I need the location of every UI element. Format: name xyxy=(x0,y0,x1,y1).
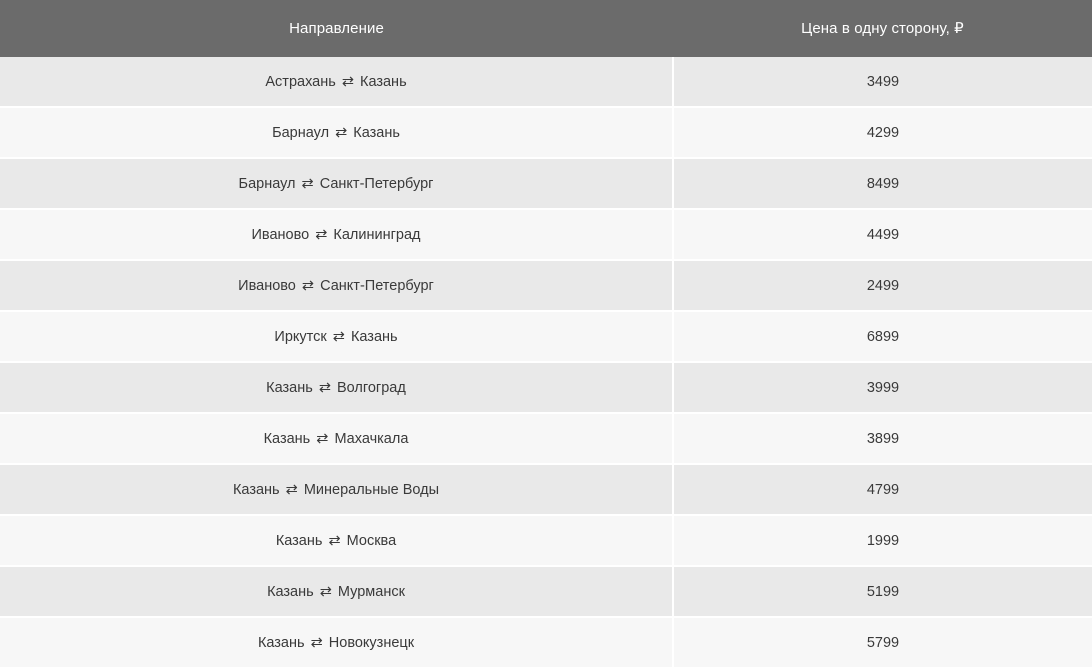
cell-direction xyxy=(0,362,673,413)
bidirectional-arrow-icon: ⇄ xyxy=(332,328,345,345)
origin-city: Казань xyxy=(257,634,305,651)
destination-city: Новокузнецк xyxy=(328,634,415,651)
bidirectional-arrow-icon: ⇄ xyxy=(335,124,348,141)
table-body xyxy=(0,57,1092,668)
table-row xyxy=(0,209,1092,260)
bidirectional-arrow-icon: ⇄ xyxy=(328,532,341,549)
table-header xyxy=(0,0,1092,57)
table-row xyxy=(0,260,1092,311)
cell-direction xyxy=(0,260,673,311)
cell-price: 2499 xyxy=(673,260,1092,311)
cell-price: 5799 xyxy=(673,617,1092,668)
origin-city: Казань xyxy=(266,379,313,396)
cell-price: 6899 xyxy=(673,311,1092,362)
origin-city: Иркутск xyxy=(274,328,327,345)
table-row xyxy=(0,413,1092,464)
destination-city: Мурманск xyxy=(337,583,405,600)
column-header-price: Цена в одну сторону, ₽ xyxy=(673,0,1092,57)
origin-city: Барнаул xyxy=(238,175,296,192)
bidirectional-arrow-icon: ⇄ xyxy=(310,634,323,651)
cell-price: 4499 xyxy=(673,209,1092,260)
cell-price: 8499 xyxy=(673,158,1092,209)
cell-direction xyxy=(0,209,673,260)
cell-price: 4799 xyxy=(673,464,1092,515)
destination-city: Казань xyxy=(360,73,407,90)
cell-price: 3499 xyxy=(673,57,1092,107)
table-row xyxy=(0,566,1092,617)
cell-direction xyxy=(0,311,673,362)
table-row xyxy=(0,515,1092,566)
cell-direction xyxy=(0,617,673,668)
table-row xyxy=(0,311,1092,362)
column-header-direction: Направление xyxy=(0,0,673,57)
origin-city: Иваново xyxy=(251,226,310,243)
table-row xyxy=(0,362,1092,413)
cell-direction xyxy=(0,413,673,464)
table-row xyxy=(0,158,1092,209)
destination-city: Казань xyxy=(353,124,400,141)
destination-city: Москва xyxy=(346,532,397,549)
table-row xyxy=(0,617,1092,668)
destination-city: Махачкала xyxy=(334,430,409,447)
origin-city: Казань xyxy=(275,532,323,549)
bidirectional-arrow-icon: ⇄ xyxy=(316,430,329,447)
bidirectional-arrow-icon: ⇄ xyxy=(341,73,354,90)
table-header-row xyxy=(0,0,1092,57)
destination-city: Казань xyxy=(350,328,398,345)
cell-price: 5199 xyxy=(673,566,1092,617)
cell-direction xyxy=(0,515,673,566)
bidirectional-arrow-icon: ⇄ xyxy=(301,277,315,294)
bidirectional-arrow-icon: ⇄ xyxy=(285,481,298,498)
cell-price: 3899 xyxy=(673,413,1092,464)
destination-city: Санкт-Петербург xyxy=(320,277,434,294)
bidirectional-arrow-icon: ⇄ xyxy=(301,175,314,192)
cell-direction xyxy=(0,464,673,515)
origin-city: Астрахань xyxy=(265,73,336,90)
cell-direction xyxy=(0,107,673,158)
cell-price: 4299 xyxy=(673,107,1092,158)
origin-city: Казань xyxy=(232,481,280,498)
origin-city: Казань xyxy=(263,430,311,447)
table-row xyxy=(0,57,1092,107)
origin-city: Барнаул xyxy=(272,124,330,141)
cell-price: 1999 xyxy=(673,515,1092,566)
destination-city: Волгоград xyxy=(337,379,406,396)
destination-city: Минеральные Воды xyxy=(303,481,440,498)
origin-city: Казань xyxy=(267,583,314,600)
bidirectional-arrow-icon: ⇄ xyxy=(318,379,331,396)
cell-price: 3999 xyxy=(673,362,1092,413)
cell-direction xyxy=(0,57,673,107)
destination-city: Санкт-Петербург xyxy=(319,175,434,192)
table-row xyxy=(0,464,1092,515)
origin-city: Иваново xyxy=(238,277,296,294)
destination-city: Калининград xyxy=(333,226,421,243)
cell-direction xyxy=(0,566,673,617)
bidirectional-arrow-icon: ⇄ xyxy=(319,583,332,600)
cell-direction xyxy=(0,158,673,209)
bidirectional-arrow-icon: ⇄ xyxy=(315,226,328,243)
table-row xyxy=(0,107,1092,158)
